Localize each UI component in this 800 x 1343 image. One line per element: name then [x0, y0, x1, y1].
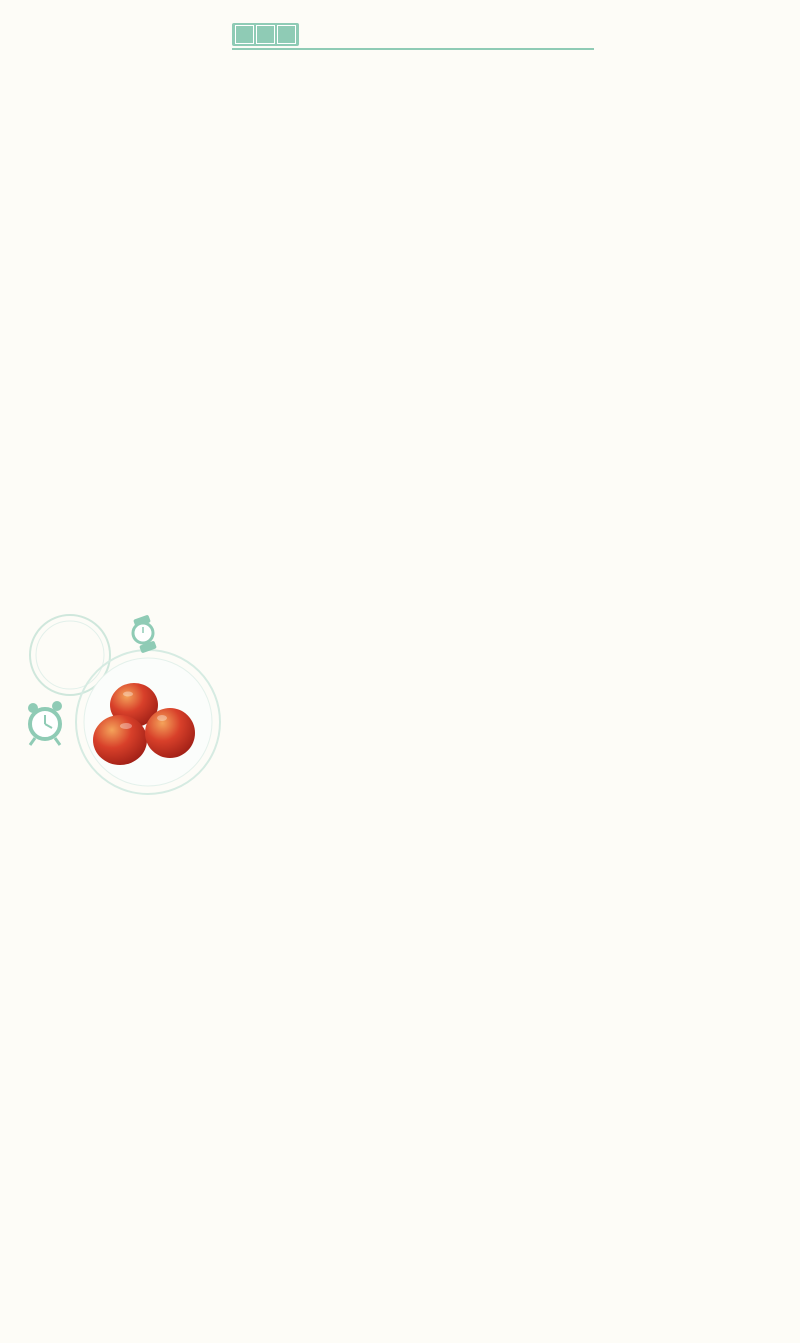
chapter-subtitle — [232, 87, 680, 121]
table-of-contents — [232, 17, 680, 121]
chapter-rule — [232, 48, 594, 50]
chapter-badge-char — [235, 25, 254, 44]
chapter-badge — [232, 23, 299, 46]
chapter-badge-char — [277, 25, 296, 44]
watch-icon — [133, 615, 157, 654]
chapter-badge-char — [256, 25, 275, 44]
deco-ring-large-inner — [36, 621, 104, 689]
decoration-apples-clocks — [0, 600, 230, 820]
alarm-clock-icon — [28, 701, 62, 745]
chapter-title — [232, 57, 680, 87]
chapter-header — [232, 23, 680, 51]
